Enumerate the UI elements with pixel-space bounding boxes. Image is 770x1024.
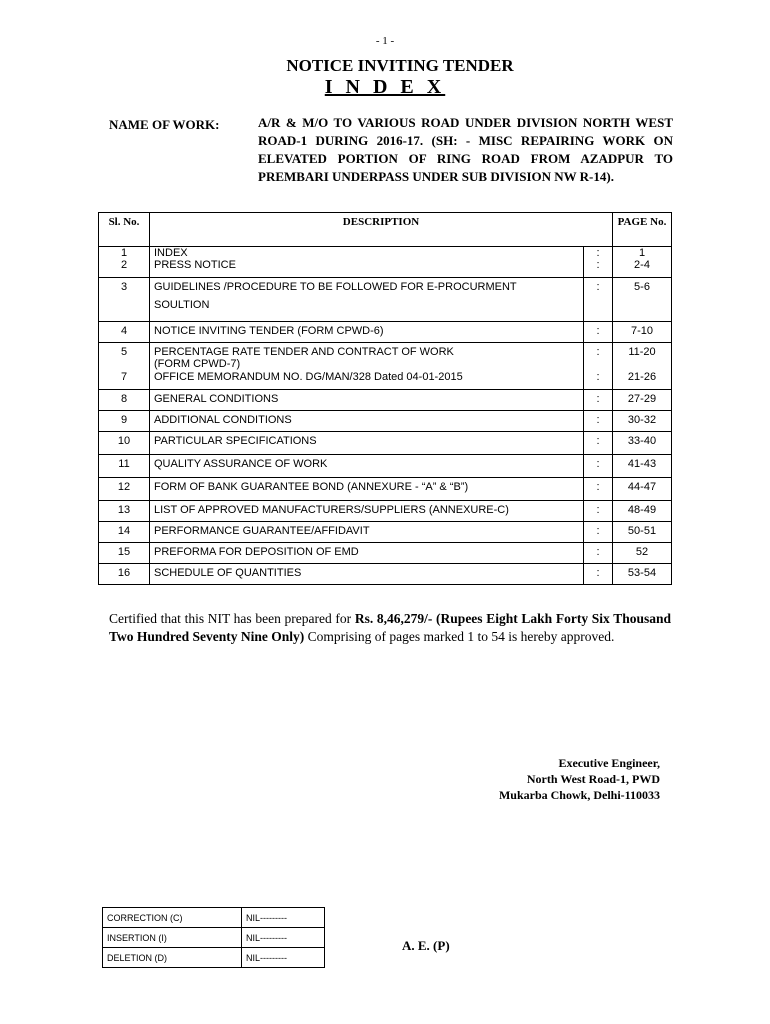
name-of-work-value: A/R & M/O TO VARIOUS ROAD UNDER DIVISION NORTH WEST ROAD-1 DURING 2016-17. (SH: - MISC REPAIRING WORK ON ELEVATED PORTION OF RING ROAD FROM AZADPUR TO PREMBARI UNDERPASS UNDER SUB DIVISION NW R-14). <box>258 115 673 184</box>
deletion-label: DELETION (D) <box>103 948 242 968</box>
table-row <box>99 543 672 564</box>
row-page: 7-10 <box>630 325 654 337</box>
row-separator: : <box>596 346 600 358</box>
row-description: GENERAL CONDITIONS <box>154 393 279 405</box>
row-sl: 11 <box>118 458 130 470</box>
certification-amount: Rs. 8,46,279/- (Rupees Eight Lakh Forty Six Thousand Two Hundred Seventy Nine Only) <box>109 611 671 644</box>
table-row <box>99 564 672 585</box>
certification-prefix: Certified that this NIT has been prepared for <box>109 611 355 626</box>
row-sl: 3 <box>120 281 128 293</box>
table-row <box>99 278 672 322</box>
header-sl-no: Sl. No. <box>99 213 150 247</box>
signatory-office: North West Road-1, PWD <box>526 772 660 786</box>
row-page: 1 <box>613 247 672 260</box>
correction-label: CORRECTION (C) <box>103 908 242 928</box>
row-description: SCHEDULE OF QUANTITIES <box>154 567 302 579</box>
name-of-work-label: NAME OF WORK: <box>109 117 220 132</box>
header-page-no: PAGE No. <box>613 213 672 247</box>
row-sl: 8 <box>120 393 128 405</box>
ae-signature: A. E. (P) <box>402 938 450 953</box>
row-description: FORM OF BANK GUARANTEE BOND (ANNEXURE - “A” & “B”) <box>154 481 469 493</box>
row-description: PRESS NOTICE <box>150 259 584 278</box>
row-page: 52 <box>635 546 649 558</box>
row-description: PERFORMANCE GUARANTEE/AFFIDAVIT <box>154 525 370 537</box>
row-separator: : <box>596 458 600 470</box>
row-page: 11-20 <box>628 346 656 358</box>
row-separator: : <box>596 504 600 516</box>
certification-suffix: Comprising of pages marked 1 to 54 is hereby approved. <box>304 629 615 644</box>
row-separator: : <box>596 525 600 537</box>
row-description: NOTICE INVITING TENDER (FORM CPWD-6) <box>154 325 384 337</box>
row-description: INDEX <box>150 247 584 260</box>
row-description: PARTICULAR SPECIFICATIONS <box>154 435 317 447</box>
table-row <box>103 928 325 948</box>
row-separator: : <box>596 481 600 493</box>
index-table <box>98 212 672 585</box>
row-sl: 16 <box>117 567 131 579</box>
insertion-value: NIL--------- <box>242 928 325 948</box>
row-page: 2-4 <box>613 259 672 278</box>
row-page: 41-43 <box>627 458 657 470</box>
row-sl: 12 <box>117 481 131 493</box>
row-description: QUALITY ASSURANCE OF WORK <box>154 458 328 470</box>
row-separator: : <box>596 414 600 426</box>
row-page: 53-54 <box>627 567 657 579</box>
row-description: PREFORMA FOR DEPOSITION OF EMD <box>154 546 359 558</box>
signatory-title: Executive Engineer, <box>558 756 660 770</box>
page-number: - 1 - <box>375 35 395 47</box>
document-title: NOTICE INVITING TENDER <box>286 56 514 75</box>
row-page: 21-26 <box>613 371 672 390</box>
row-description: GUIDELINES /PROCEDURE TO BE FOLLOWED FOR E-PROCURMENT <box>154 281 517 293</box>
row-description: PERCENTAGE RATE TENDER AND CONTRACT OF WORK <box>154 346 454 358</box>
table-row <box>99 371 672 390</box>
table-row <box>99 390 672 411</box>
row-description: OFFICE MEMORANDUM NO. DG/MAN/328 Dated 04-01-2015 <box>150 371 584 390</box>
index-table-header <box>99 213 672 247</box>
row-sl: 2 <box>99 259 150 278</box>
row-sl: 4 <box>120 325 128 337</box>
row-sl: 13 <box>117 504 131 516</box>
signatory-address: Mukarba Chowk, Delhi-110033 <box>498 788 660 802</box>
certification-text <box>109 610 671 646</box>
table-row <box>99 343 672 372</box>
row-separator: : <box>596 281 600 293</box>
row-sl: 5 <box>120 346 128 358</box>
row-description: ADDITIONAL CONDITIONS <box>154 414 292 426</box>
table-row <box>99 411 672 432</box>
table-row <box>99 478 672 501</box>
table-row <box>99 432 672 455</box>
row-page: 44-47 <box>627 481 657 493</box>
row-sl: 15 <box>117 546 131 558</box>
row-separator: : <box>584 247 613 260</box>
header-description: DESCRIPTION <box>150 213 613 247</box>
table-row <box>99 247 672 260</box>
row-description: LIST OF APPROVED MANUFACTURERS/SUPPLIERS (ANNEXURE-C) <box>154 504 509 516</box>
row-description-continued: (FORM CPWD-7) <box>154 358 241 370</box>
row-sl: 1 <box>99 247 150 260</box>
row-page: 30-32 <box>627 414 657 426</box>
deletion-value: NIL--------- <box>242 948 325 968</box>
row-separator: : <box>584 371 613 390</box>
signatory-block <box>400 755 660 803</box>
corrections-table <box>102 907 325 968</box>
row-separator: : <box>596 546 600 558</box>
insertion-label: INSERTION (I) <box>103 928 242 948</box>
table-row <box>99 455 672 478</box>
table-row <box>99 522 672 543</box>
correction-value: NIL--------- <box>242 908 325 928</box>
table-row <box>103 948 325 968</box>
row-sl: 10 <box>117 435 131 447</box>
row-separator: : <box>596 435 600 447</box>
row-separator: : <box>596 567 600 579</box>
row-separator: : <box>584 259 613 278</box>
document-subtitle: I N D E X <box>324 76 446 98</box>
table-row <box>99 322 672 343</box>
row-page: 27-29 <box>627 393 657 405</box>
row-description-continued: SOULTION <box>154 299 210 311</box>
table-row <box>99 501 672 522</box>
row-separator: : <box>596 393 600 405</box>
table-row <box>99 259 672 278</box>
row-page: 50-51 <box>627 525 657 537</box>
row-page: 48-49 <box>627 504 657 516</box>
table-row <box>103 908 325 928</box>
row-page: 33-40 <box>627 435 657 447</box>
row-sl: 7 <box>99 371 150 390</box>
row-sl: 14 <box>117 525 131 537</box>
row-page: 5-6 <box>634 281 650 293</box>
row-sl: 9 <box>120 414 128 426</box>
row-separator: : <box>596 325 600 337</box>
